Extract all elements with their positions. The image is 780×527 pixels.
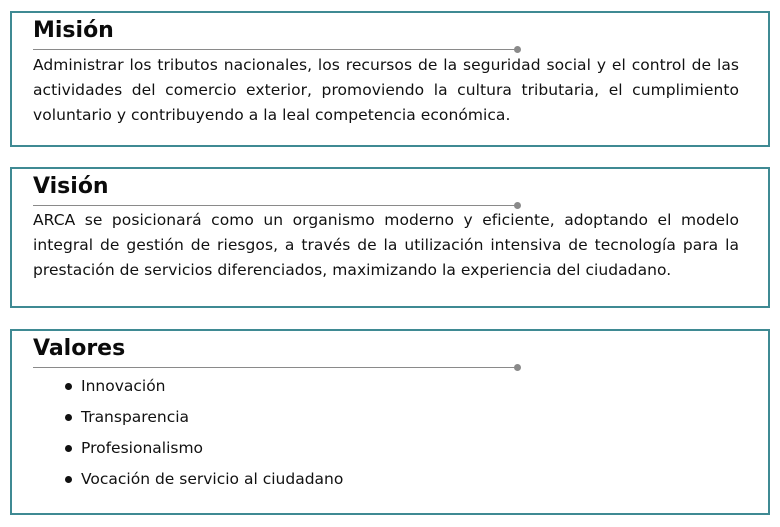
mision-heading-rule	[33, 49, 517, 50]
list-item	[33, 371, 343, 402]
vision-text: ARCA se posicionará como un organismo moderno y eficiente, adoptando el modelo integral de gestión de riesgos, a través de la utilización intensiva de tecnología para la prestación de servicios diferenciados, maximizando la experiencia del ciudadano.	[33, 211, 739, 279]
list-item	[33, 433, 343, 464]
mision-text: Administrar los tributos nacionales, los recursos de la seguridad social y el control de las actividades del comercio exterior, promoviendo la cultura tributaria, el cumplimiento voluntario y contribuyendo a la leal competencia económica.	[33, 56, 739, 124]
bullet-icon	[65, 414, 72, 421]
list-item	[33, 402, 343, 433]
mision-section	[10, 11, 770, 147]
valores-list	[33, 371, 343, 495]
list-item-label: Profesionalismo	[81, 439, 204, 457]
list-item-label: Vocación de servicio al ciudadano	[81, 470, 344, 488]
list-item-label: Transparencia	[81, 408, 190, 426]
vision-section	[10, 167, 770, 308]
valores-heading-rule	[33, 367, 517, 368]
list-item	[33, 464, 343, 495]
valores-heading: Valores	[33, 336, 126, 361]
bullet-icon	[65, 383, 72, 390]
list-item-label: Innovación	[81, 377, 166, 395]
bullet-icon	[65, 476, 72, 483]
bullet-icon	[65, 445, 72, 452]
mision-heading: Misión	[33, 18, 114, 43]
vision-heading-rule	[33, 205, 517, 206]
vision-heading: Visión	[33, 174, 109, 199]
valores-section	[10, 329, 770, 515]
